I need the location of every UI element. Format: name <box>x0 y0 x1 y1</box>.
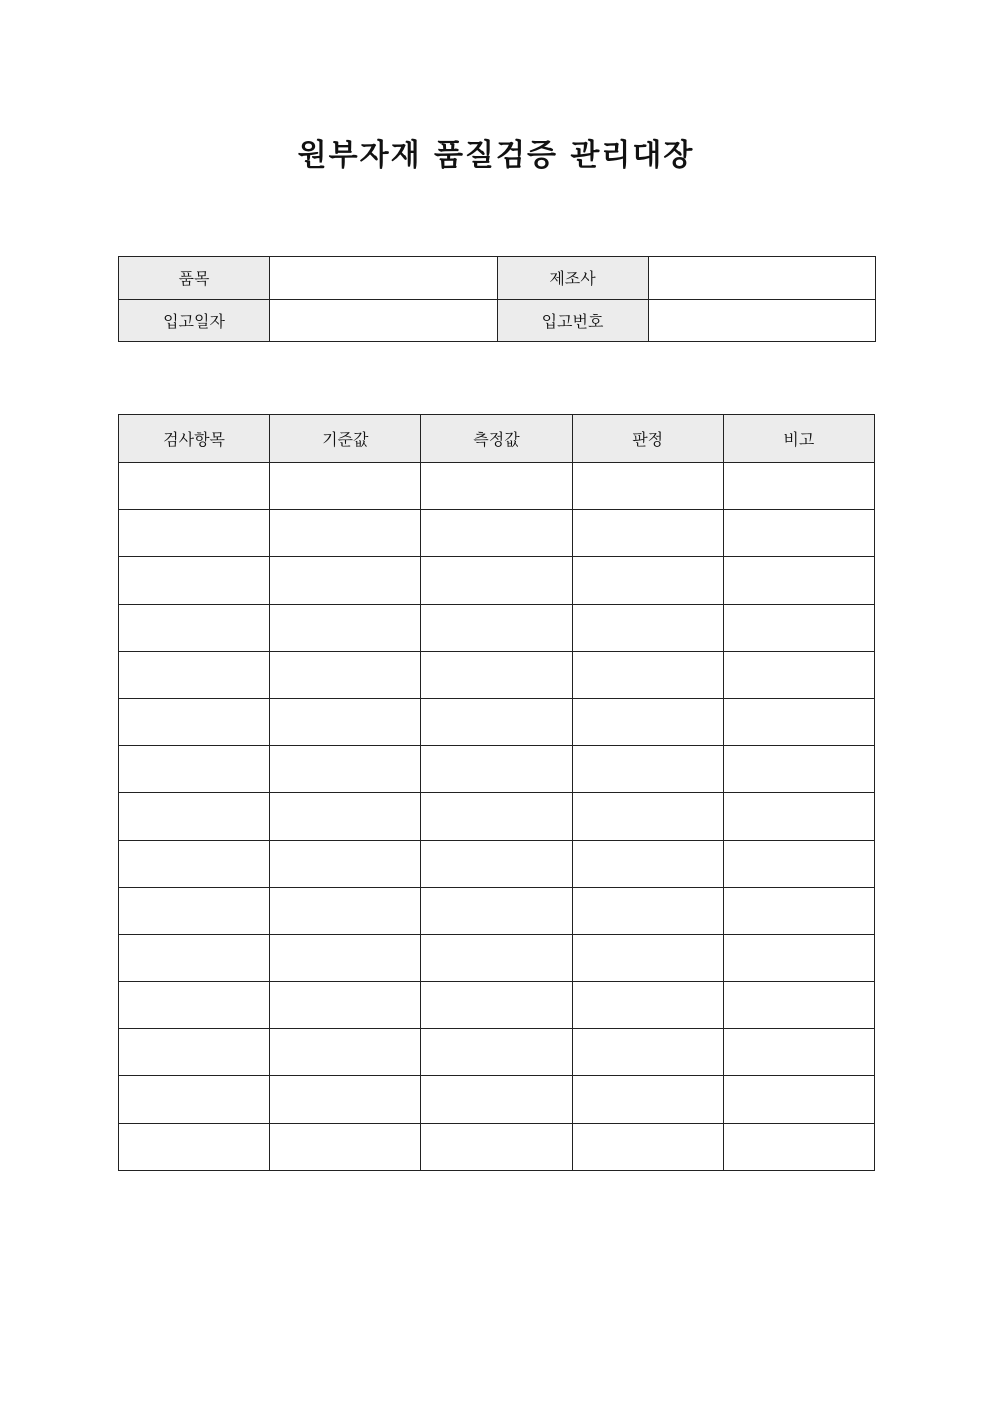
judgment-cell[interactable] <box>572 887 723 934</box>
measured-value-cell[interactable] <box>421 510 572 557</box>
judgment-cell[interactable] <box>572 1123 723 1170</box>
inspection-item-cell[interactable] <box>119 557 270 604</box>
table-row <box>119 1029 875 1076</box>
measured-value-cell[interactable] <box>421 793 572 840</box>
remarks-cell[interactable] <box>723 698 874 745</box>
table-row <box>119 463 875 510</box>
standard-value-cell[interactable] <box>270 698 421 745</box>
maker-label: 제조사 <box>497 257 648 300</box>
inspection-body <box>119 463 875 1171</box>
table-row <box>119 982 875 1029</box>
judgment-cell[interactable] <box>572 557 723 604</box>
inspection-item-cell[interactable] <box>119 887 270 934</box>
remarks-cell[interactable] <box>723 887 874 934</box>
table-row <box>119 887 875 934</box>
standard-value-cell[interactable] <box>270 793 421 840</box>
column-header-judgment: 판정 <box>572 415 723 463</box>
inspection-item-cell[interactable] <box>119 1076 270 1123</box>
table-row <box>119 604 875 651</box>
measured-value-cell[interactable] <box>421 651 572 698</box>
table-row <box>119 934 875 981</box>
remarks-cell[interactable] <box>723 604 874 651</box>
judgment-cell[interactable] <box>572 840 723 887</box>
item-field[interactable] <box>270 257 498 300</box>
judgment-cell[interactable] <box>572 793 723 840</box>
inspection-item-cell[interactable] <box>119 604 270 651</box>
standard-value-cell[interactable] <box>270 463 421 510</box>
standard-value-cell[interactable] <box>270 1076 421 1123</box>
column-header-measured-value: 측정값 <box>421 415 572 463</box>
remarks-cell[interactable] <box>723 557 874 604</box>
measured-value-cell[interactable] <box>421 746 572 793</box>
inspection-header-row <box>119 415 875 463</box>
info-row-2 <box>119 299 876 342</box>
table-row <box>119 793 875 840</box>
judgment-cell[interactable] <box>572 1029 723 1076</box>
item-label: 품목 <box>119 257 270 300</box>
judgment-cell[interactable] <box>572 982 723 1029</box>
remarks-cell[interactable] <box>723 1123 874 1170</box>
remarks-cell[interactable] <box>723 1029 874 1076</box>
column-header-standard-value: 기준값 <box>270 415 421 463</box>
standard-value-cell[interactable] <box>270 510 421 557</box>
remarks-cell[interactable] <box>723 793 874 840</box>
receipt-date-label: 입고일자 <box>119 299 270 342</box>
table-row <box>119 1123 875 1170</box>
inspection-item-cell[interactable] <box>119 1029 270 1076</box>
measured-value-cell[interactable] <box>421 698 572 745</box>
standard-value-cell[interactable] <box>270 1123 421 1170</box>
maker-field[interactable] <box>648 257 876 300</box>
judgment-cell[interactable] <box>572 604 723 651</box>
receipt-number-label: 입고번호 <box>497 299 648 342</box>
judgment-cell[interactable] <box>572 698 723 745</box>
standard-value-cell[interactable] <box>270 746 421 793</box>
remarks-cell[interactable] <box>723 746 874 793</box>
inspection-item-cell[interactable] <box>119 651 270 698</box>
table-row <box>119 746 875 793</box>
judgment-cell[interactable] <box>572 463 723 510</box>
measured-value-cell[interactable] <box>421 463 572 510</box>
remarks-cell[interactable] <box>723 840 874 887</box>
measured-value-cell[interactable] <box>421 557 572 604</box>
standard-value-cell[interactable] <box>270 1029 421 1076</box>
remarks-cell[interactable] <box>723 510 874 557</box>
table-row <box>119 651 875 698</box>
remarks-cell[interactable] <box>723 982 874 1029</box>
inspection-item-cell[interactable] <box>119 510 270 557</box>
measured-value-cell[interactable] <box>421 934 572 981</box>
inspection-item-cell[interactable] <box>119 698 270 745</box>
receipt-number-field[interactable] <box>648 299 876 342</box>
inspection-item-cell[interactable] <box>119 982 270 1029</box>
inspection-item-cell[interactable] <box>119 840 270 887</box>
info-row-1 <box>119 257 876 300</box>
measured-value-cell[interactable] <box>421 1029 572 1076</box>
table-row <box>119 557 875 604</box>
measured-value-cell[interactable] <box>421 1076 572 1123</box>
table-row <box>119 510 875 557</box>
remarks-cell[interactable] <box>723 934 874 981</box>
measured-value-cell[interactable] <box>421 982 572 1029</box>
table-row <box>119 698 875 745</box>
remarks-cell[interactable] <box>723 651 874 698</box>
measured-value-cell[interactable] <box>421 1123 572 1170</box>
standard-value-cell[interactable] <box>270 651 421 698</box>
standard-value-cell[interactable] <box>270 557 421 604</box>
inspection-item-cell[interactable] <box>119 746 270 793</box>
standard-value-cell[interactable] <box>270 887 421 934</box>
inspection-item-cell[interactable] <box>119 793 270 840</box>
judgment-cell[interactable] <box>572 1076 723 1123</box>
standard-value-cell[interactable] <box>270 982 421 1029</box>
receipt-date-field[interactable] <box>270 299 498 342</box>
inspection-item-cell[interactable] <box>119 934 270 981</box>
measured-value-cell[interactable] <box>421 840 572 887</box>
page-title: 원부자재 품질검증 관리대장 <box>297 138 695 173</box>
standard-value-cell[interactable] <box>270 934 421 981</box>
remarks-cell[interactable] <box>723 1076 874 1123</box>
table-row <box>119 1076 875 1123</box>
measured-value-cell[interactable] <box>421 887 572 934</box>
table-row <box>119 840 875 887</box>
judgment-cell[interactable] <box>572 746 723 793</box>
inspection-table <box>118 414 875 1171</box>
info-table <box>118 256 876 342</box>
standard-value-cell[interactable] <box>270 604 421 651</box>
measured-value-cell[interactable] <box>421 604 572 651</box>
judgment-cell[interactable] <box>572 651 723 698</box>
inspection-item-cell[interactable] <box>119 1123 270 1170</box>
inspection-item-cell[interactable] <box>119 463 270 510</box>
column-header-remarks: 비고 <box>723 415 874 463</box>
remarks-cell[interactable] <box>723 463 874 510</box>
standard-value-cell[interactable] <box>270 840 421 887</box>
judgment-cell[interactable] <box>572 934 723 981</box>
column-header-inspection-item: 검사항목 <box>119 415 270 463</box>
judgment-cell[interactable] <box>572 510 723 557</box>
